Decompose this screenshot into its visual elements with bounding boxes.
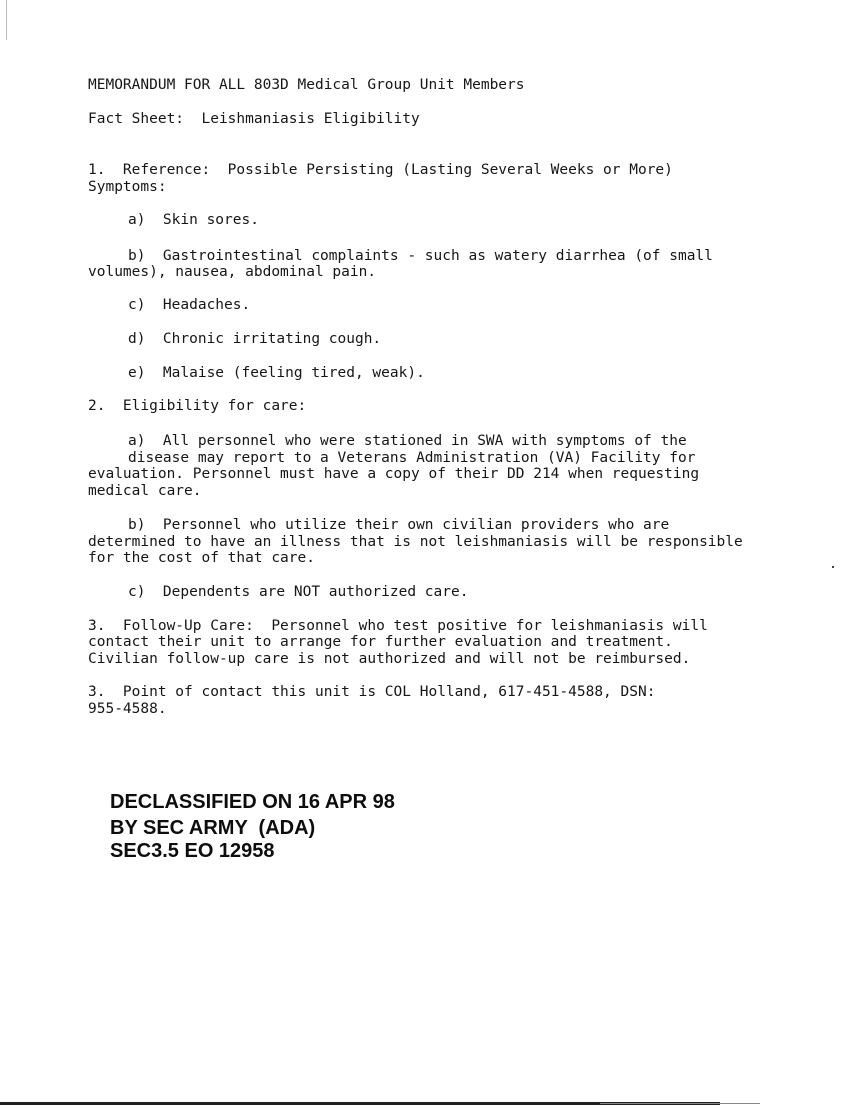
eligibility-b-line-3: for the cost of that care. xyxy=(88,550,315,566)
reference-line-2: Symptoms: xyxy=(88,179,167,195)
follow-up-line-1: 3. Follow-Up Care: Personnel who test positive for leishmaniasis will xyxy=(88,618,708,634)
symptom-e: e) Malaise (feeling tired, weak). xyxy=(128,365,425,381)
symptom-c: c) Headaches. xyxy=(128,297,251,313)
reference-line-1: 1. Reference: Possible Persisting (Lasting Several Weeks or More) xyxy=(88,162,673,178)
declassified-stamp-line-1: DECLASSIFIED ON 16 APR 98 xyxy=(110,791,395,813)
eligibility-c: c) Dependents are NOT authorized care. xyxy=(128,584,469,600)
eligibility-a-line-3: evaluation. Personnel must have a copy of their DD 214 when requesting xyxy=(88,466,700,482)
page-bottom-rule-faint xyxy=(600,1103,760,1104)
declassified-stamp-line-2: BY SEC ARMY (ADA) xyxy=(110,817,316,839)
scan-speck xyxy=(832,566,834,568)
follow-up-line-3: Civilian follow-up care is not authorized and will not be reimbursed. xyxy=(88,651,691,667)
eligibility-a-line-2: disease may report to a Veterans Administration (VA) Facility for xyxy=(128,450,696,466)
eligibility-heading: 2. Eligibility for care: xyxy=(88,398,307,414)
eligibility-b-line-1: b) Personnel who utilize their own civilian providers who are xyxy=(128,517,670,533)
point-of-contact-line-2: 955-4588. xyxy=(88,701,167,717)
point-of-contact-line-1: 3. Point of contact this unit is COL Holland, 617-451-4588, DSN: xyxy=(88,684,656,700)
declassified-stamp-line-3: SEC3.5 EO 12958 xyxy=(110,840,275,862)
eligibility-a-line-1: a) All personnel who were stationed in SWA with symptoms of the xyxy=(128,433,687,449)
eligibility-b-line-2: determined to have an illness that is not leishmaniasis will be responsible xyxy=(88,534,743,550)
symptom-d: d) Chronic irritating cough. xyxy=(128,331,382,347)
symptom-b-line-1: b) Gastrointestinal complaints - such as watery diarrhea (of small xyxy=(128,248,713,264)
memo-header: MEMORANDUM FOR ALL 803D Medical Group Unit Members xyxy=(88,77,525,93)
fact-sheet-title: Fact Sheet: Leishmaniasis Eligibility xyxy=(88,111,420,127)
symptom-a: a) Skin sores. xyxy=(128,212,259,228)
symptom-b-line-2: volumes), nausea, abdominal pain. xyxy=(88,264,377,280)
eligibility-a-line-4: medical care. xyxy=(88,483,202,499)
follow-up-line-2: contact their unit to arrange for further evaluation and treatment. xyxy=(88,634,673,650)
scan-edge-mark xyxy=(6,0,7,40)
